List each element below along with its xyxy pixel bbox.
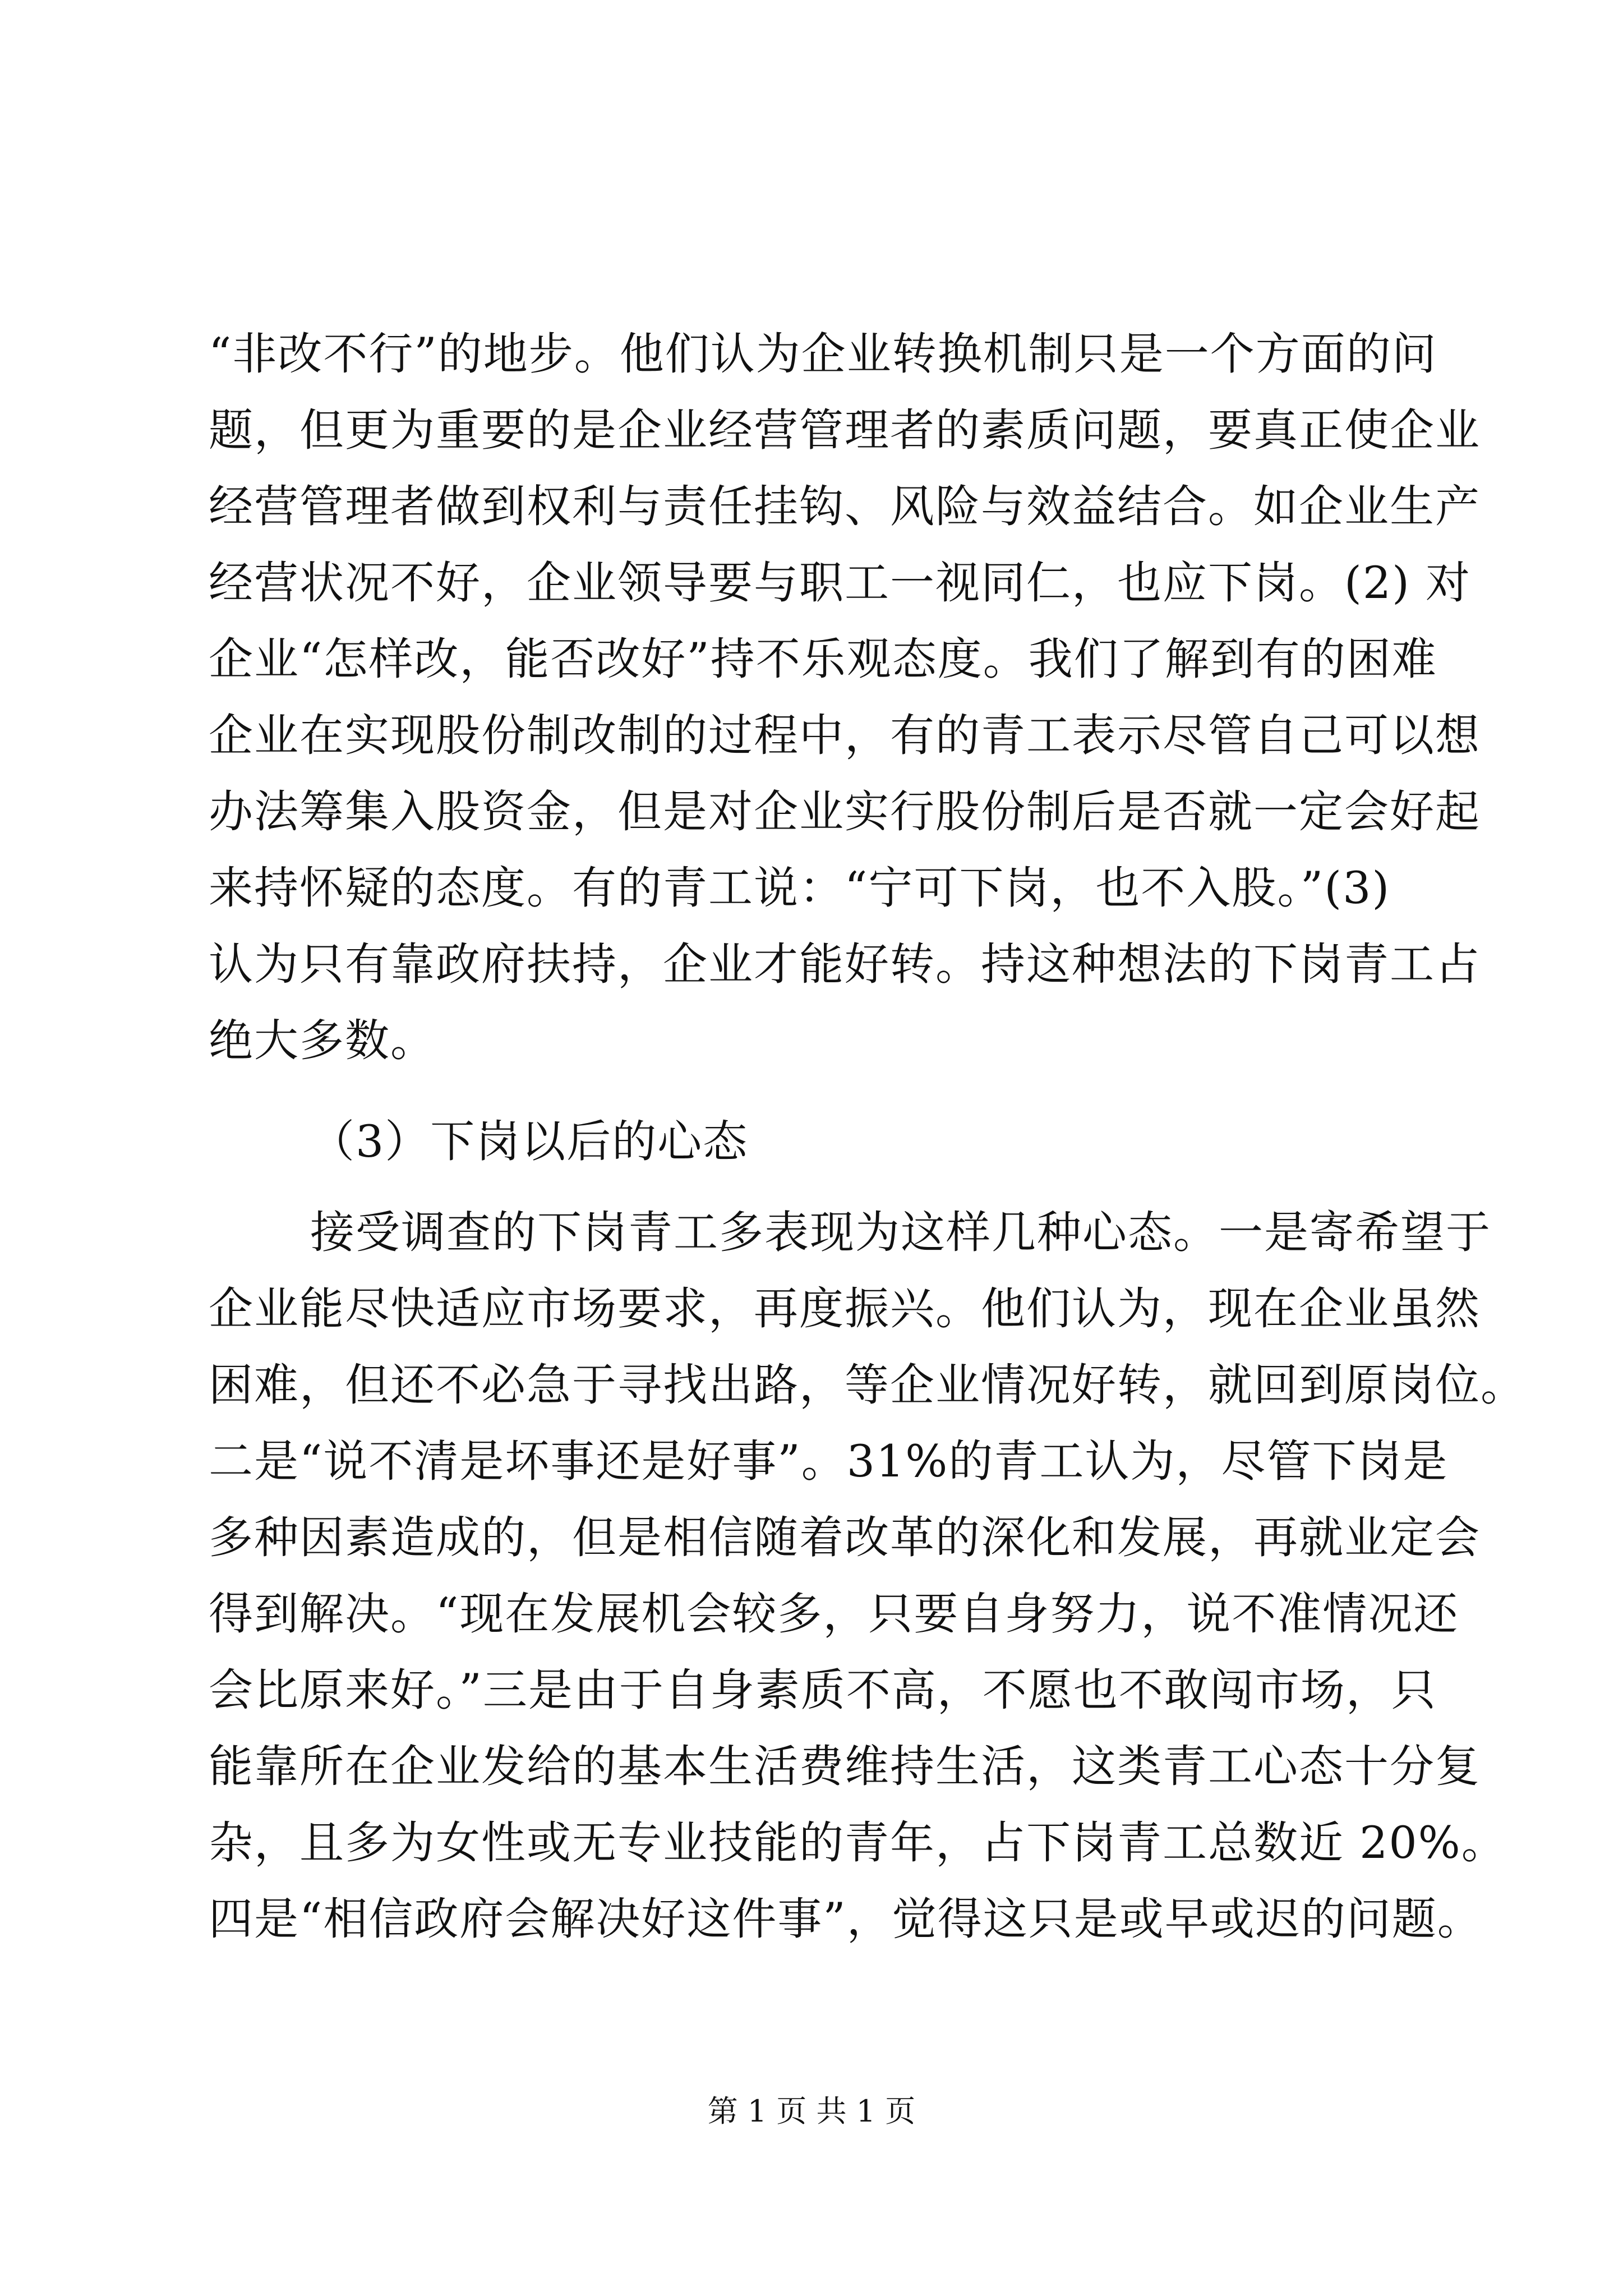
section-heading: （3）下岗以后的心态 — [310, 1116, 749, 1167]
body-text-line: 办法筹集入股资金，但是对企业实行股份制后是否就一定会好起 — [209, 786, 1481, 838]
body-text-line: 企业在实现股份制改制的过程中，有的青工表示尽管自己可以想 — [209, 710, 1481, 761]
body-text-line: 认为只有靠政府扶持，企业才能好转。持这种想法的下岗青工占 — [209, 938, 1481, 990]
body-text-line: 得到解决。“现在发展机会较多，只要自身努力，说不准情况还 — [209, 1588, 1459, 1640]
body-text-line: 二是“说不清是坏事还是好事”。31%的青工认为，尽管下岗是 — [209, 1435, 1449, 1487]
body-text-line: 经营状况不好，企业领导要与职工一视同仁，也应下岗。(2) 对 — [209, 557, 1472, 609]
body-text-line: 绝大多数。 — [209, 1015, 436, 1066]
body-text-line: 能靠所在企业发给的基本生活费维持生活，这类青工心态十分复 — [209, 1741, 1481, 1792]
body-text-line: 经营管理者做到权利与责任挂钩、风险与效益结合。如企业生产 — [209, 481, 1481, 532]
body-text-line: 来持怀疑的态度。有的青工说：“宁可下岗，也不入股。”(3) — [209, 862, 1391, 914]
body-text-line: 会比原来好。”三是由于自身素质不高，不愿也不敢闯市场，只 — [209, 1664, 1437, 1716]
body-text-line: 多种因素造成的，但是相信随着改革的深化和发展，再就业定会 — [209, 1512, 1481, 1563]
page-footer: 第 1 页 共 1 页 — [707, 2093, 916, 2129]
body-text-line: 困难，但还不必急于寻找出路，等企业情况好转，就回到原岗位。 — [209, 1359, 1526, 1411]
body-text-line: 四是“相信政府会解决好这件事”，觉得这只是或早或迟的问题。 — [209, 1893, 1483, 1945]
paragraph-first-line: 接受调查的下岗青工多表现为这样几种心态。一是寄希望于 — [310, 1207, 1491, 1258]
body-text-line: 企业“怎样改，能否改好”持不乐观态度。我们了解到有的困难 — [209, 633, 1437, 685]
body-text-line: 题，但更为重要的是企业经营管理者的素质问题，要真正使企业 — [209, 404, 1481, 456]
body-text-line: 杂，且多为女性或无专业技能的青年，占下岗青工总数近 20%。 — [209, 1817, 1507, 1869]
body-text-line: 企业能尽快适应市场要求，再度振兴。他们认为，现在企业虽然 — [209, 1283, 1481, 1335]
body-text-line: “非改不行”的地步。他们认为企业转换机制只是一个方面的问 — [209, 328, 1437, 380]
